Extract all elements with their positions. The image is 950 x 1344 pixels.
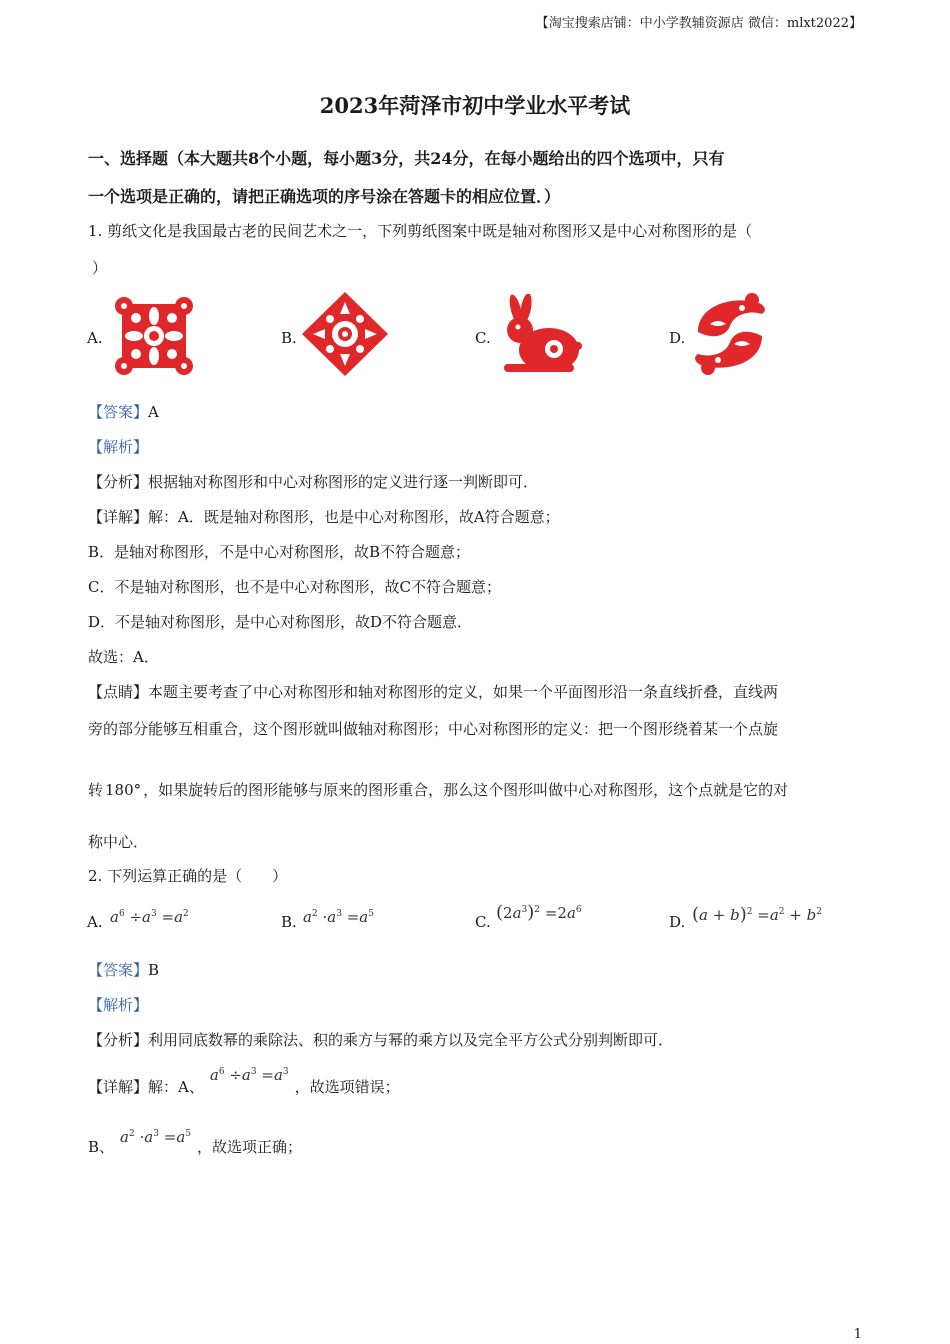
q1-dianjing3-post: ，如果旋转后的图形能够与原来的图形重合，那么这个图形叫做中心对称图形，这个点就是它的对 [143,781,789,799]
q1-dianjing-line2: 旁的部分能够互相重合，这个图形就叫做轴对称图形；中心对称图形的定义：把一个图形绕着某一个点旋 [88,720,779,738]
q2-detail-a-formula: $a^6 \div a^3 =a^3$ [209,1066,289,1084]
q1-option-a-label: A. [87,329,103,347]
q2-option-b-formula: $a^2 \cdot a^3 =a^5$ [303,908,374,926]
q1-option-c-label: C. [475,329,491,347]
dianjing-tag: 【点睛】 [88,683,149,701]
q1-fenxi-text: 根据轴对称图形和中心对称图形的定义进行逐一判断即可． [148,473,539,491]
q1-answer [88,401,159,422]
q2-answer-value: B [148,961,160,979]
q1-detail-d: D．不是轴对称图形，是中心对称图形，故D不符合题意． [88,613,473,631]
q1-dianjing3-pre: 转 [88,781,104,799]
q1-analysis-tag: 【解析】 [88,438,149,456]
q2-detail-b-pre: B、 [88,1138,115,1156]
q2-detail-b-formula: $a^2 \cdot a^3 =a^5$ [120,1128,192,1146]
q2-answer [88,959,159,980]
q2-analysis-tag: 【解析】 [88,996,149,1014]
q2-fenxi-text: 利用同底数幂的乘除法、积的乘方与幂的乘方以及完全平方公式分别判断即可． [148,1031,674,1049]
q2-fenxi [88,1029,673,1050]
q2-detail-b [88,1128,303,1157]
rotation-angle-math: 180° [105,781,142,799]
page-number: 1 [853,1327,862,1342]
q1-dianjing-line3 [88,779,788,800]
q2-option-c-label: C. [475,913,491,931]
page-title: 2023年菏泽市初中学业水平考试 [319,93,631,118]
q2-option-a-label: A. [87,913,103,931]
papercut-fish-pair-icon [690,292,770,376]
header-note: 【淘宝搜索店铺：中小学教辅资源店 微信：mlxt2022】 [535,16,862,31]
fenxi-tag: 【分析】 [88,1031,149,1049]
q1-fenxi [88,471,538,492]
q1-dianjing-line1 [88,681,778,702]
papercut-snowflake-diamond-icon [302,292,388,376]
q2-option-b-label: B. [281,913,297,931]
q2-detail-b-post: ，故选项正确； [197,1138,303,1156]
q2-detail-a-post: ，故选项错误； [294,1078,400,1096]
q2-option-d-label: D. [669,913,686,931]
q1-detail-b: B．是轴对称图形，不是中心对称图形，故B不符合题意； [88,543,471,561]
q2-option-d-formula: $(a + b)^2 =a^2 + b^2$ [692,904,822,925]
q1-stem-close: ） [92,259,108,277]
section-heading-line2: 一个选项是正确的，请把正确选项的序号涂在答题卡的相应位置．） [88,187,561,206]
q2-stem: 2. 下列运算正确的是（ ） [88,867,288,885]
answer-tag: 【答案】 [88,961,149,979]
papercut-rabbit-icon [494,294,582,378]
q1-option-b-label: B. [281,329,297,347]
detail-tag: 【详解】 [88,1078,149,1096]
q1-conclusion: 故选：A． [88,648,159,666]
papercut-square-flower-icon [114,296,194,376]
q2-detail-a [88,1066,400,1097]
q1-detail-c: C．不是轴对称图形，也不是中心对称图形，故C不符合题意； [88,578,501,596]
answer-tag: 【答案】 [88,403,149,421]
q1-stem: 1. 剪纸文化是我国最古老的民间艺术之一，下列剪纸图案中既是轴对称图形又是中心对称图形的是（ [88,222,753,240]
q1-answer-value: A [148,403,159,421]
fenxi-tag: 【分析】 [88,473,149,491]
detail-tag: 【详解】 [88,508,149,526]
q2-option-c-formula: $(2a^3)^2 =2a^6$ [496,902,582,923]
q1-dianjing-text1: 本题主要考查了中心对称图形和轴对称图形的定义，如果一个平面图形沿一条直线折叠，直线两 [148,683,779,701]
section-heading-line1: 一、选择题（本大题共8个小题，每小题3分，共24分，在每小题给出的四个选项中，只有 [88,149,725,168]
q2-option-a-formula: $a^6 \div a^3 =a^2$ [110,908,189,926]
q1-detail-a-text: 解：A．既是轴对称图形，也是中心对称图形，故A符合题意； [148,508,560,526]
q1-detail-a [88,506,560,527]
q1-dianjing-line4: 称中心． [88,833,149,851]
q2-detail-a-pre: 解：A、 [148,1078,204,1096]
q1-option-d-label: D. [669,329,686,347]
